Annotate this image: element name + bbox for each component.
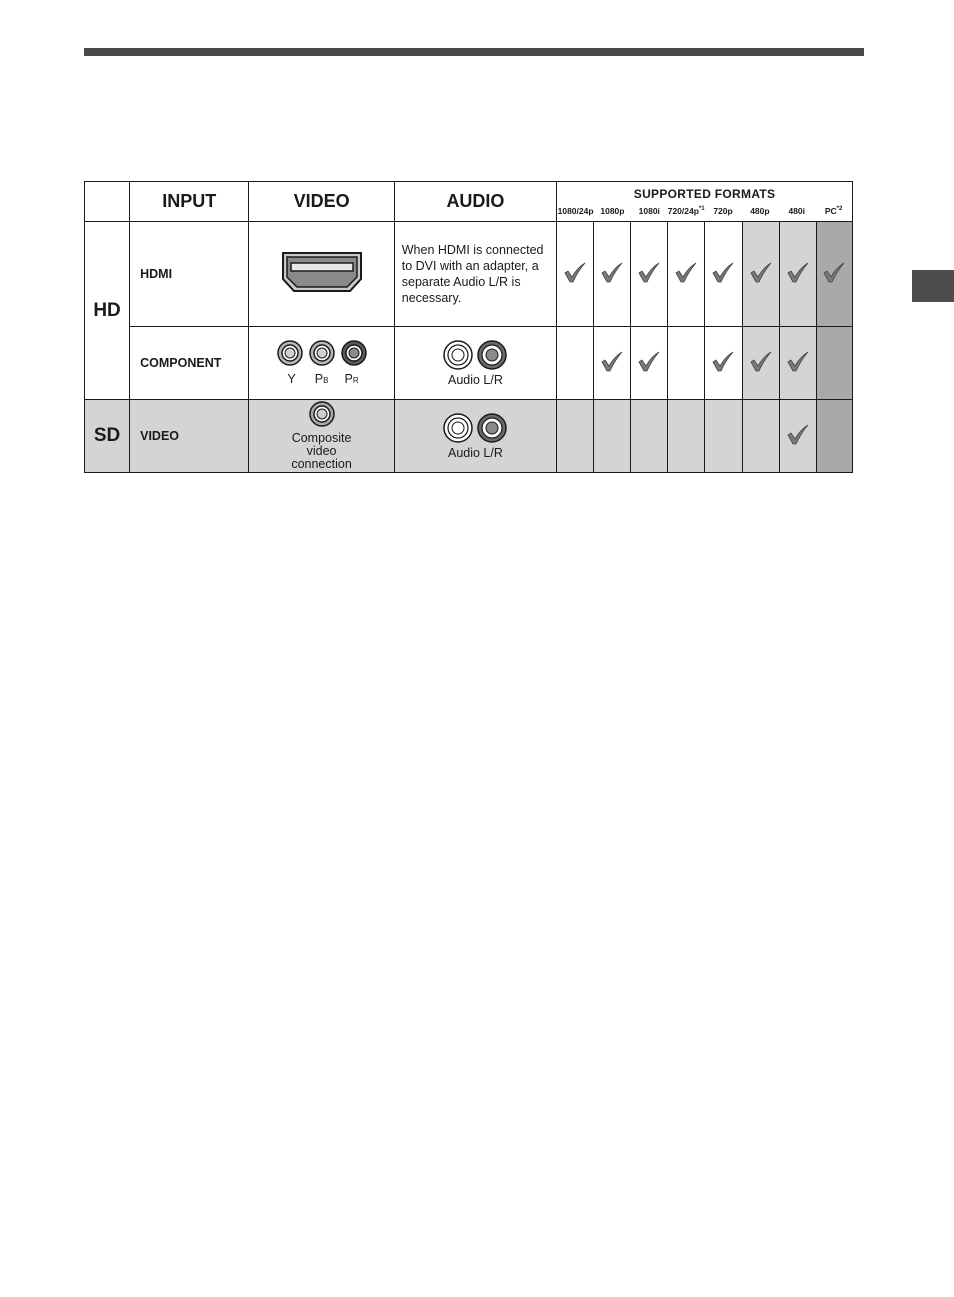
check-icon — [749, 350, 773, 372]
check-cell — [705, 327, 742, 400]
check-cell — [742, 222, 779, 327]
hdmi-audio-note: When HDMI is connected to DVI with an adapter, a separate Audio L/R is necessary. — [394, 222, 556, 327]
audio-caption: Audio L/R — [447, 372, 503, 387]
row-hdmi — [85, 222, 853, 327]
video-audio-cell — [394, 400, 556, 473]
check-cell — [742, 400, 779, 473]
check-cell — [631, 327, 668, 400]
format-label: 1080p — [600, 206, 625, 216]
check-icon — [786, 350, 810, 372]
audio-left-jack-icon — [443, 413, 473, 443]
check-cell — [631, 400, 668, 473]
input-video: VIDEO — [130, 400, 249, 473]
label-pr: PR — [344, 372, 359, 386]
group-sd: SD — [85, 400, 130, 473]
header-input: INPUT — [130, 182, 249, 222]
header-supported-formats — [557, 182, 853, 222]
check-icon — [674, 261, 698, 283]
check-cell — [779, 222, 816, 327]
format-label: 720p — [713, 206, 733, 216]
check-cell — [594, 222, 631, 327]
format-labels — [557, 204, 852, 218]
check-icon — [637, 261, 661, 283]
check-icon — [563, 261, 587, 283]
format-label: 480p — [750, 206, 770, 216]
audio-right-jack-icon — [477, 413, 507, 443]
check-cell — [594, 327, 631, 400]
input-hdmi: HDMI — [130, 222, 249, 327]
audio-jacks — [395, 413, 556, 443]
header-audio: AUDIO — [394, 182, 556, 222]
check-icon — [711, 350, 735, 372]
composite-cell — [249, 400, 394, 473]
hdmi-connector-icon — [280, 250, 364, 294]
check-icon — [637, 350, 661, 372]
label-pb: PB — [314, 372, 329, 386]
check-icon — [822, 261, 846, 283]
jack-y-icon — [277, 340, 303, 366]
audio-caption: Audio L/R — [447, 445, 503, 460]
format-label: 1080/24p — [557, 206, 594, 216]
header-row — [85, 182, 853, 222]
supported-formats-title: SUPPORTED FORMATS — [633, 187, 776, 201]
component-audio-cell — [394, 327, 556, 400]
jack-pb-icon — [309, 340, 335, 366]
check-cell — [668, 400, 705, 473]
component-jacks — [249, 340, 393, 366]
check-cell — [557, 327, 594, 400]
header-blank — [85, 182, 130, 222]
component-labels — [249, 372, 393, 386]
composite-jack-icon — [309, 401, 335, 427]
label-y: Y — [287, 372, 296, 386]
audio-right-jack-icon — [477, 340, 507, 370]
check-cell — [557, 222, 594, 327]
check-cell — [816, 327, 852, 400]
check-icon — [600, 350, 624, 372]
hdmi-connector-cell — [249, 222, 394, 327]
check-cell — [742, 327, 779, 400]
component-jacks-cell — [249, 327, 394, 400]
check-cell — [779, 327, 816, 400]
input-component: COMPONENT — [130, 327, 249, 400]
check-icon — [786, 261, 810, 283]
check-cell — [668, 222, 705, 327]
header-video: VIDEO — [249, 182, 394, 222]
check-icon — [711, 261, 735, 283]
check-cell — [816, 400, 852, 473]
top-rule — [84, 48, 864, 56]
check-cell — [668, 327, 705, 400]
format-label: $720/24p^{*1}$ — [667, 206, 705, 216]
check-icon — [749, 261, 773, 283]
check-cell — [779, 400, 816, 473]
format-table — [84, 181, 853, 473]
jack-pr-icon — [341, 340, 367, 366]
section-tab — [912, 270, 954, 302]
format-label: 480i — [788, 206, 806, 216]
check-icon — [786, 423, 810, 445]
audio-jacks — [395, 340, 556, 370]
check-cell — [816, 222, 852, 327]
check-cell — [705, 222, 742, 327]
check-icon — [600, 261, 624, 283]
check-cell — [631, 222, 668, 327]
check-cell — [594, 400, 631, 473]
group-hd: HD — [85, 222, 130, 400]
check-cell — [557, 400, 594, 473]
check-cell — [705, 400, 742, 473]
format-label: 1080i — [638, 206, 660, 216]
format-label: PC$^{*2}$ — [824, 206, 843, 216]
audio-left-jack-icon — [443, 340, 473, 370]
composite-caption: Composite video connection — [291, 431, 352, 471]
row-video — [85, 400, 853, 473]
row-component — [85, 327, 853, 400]
